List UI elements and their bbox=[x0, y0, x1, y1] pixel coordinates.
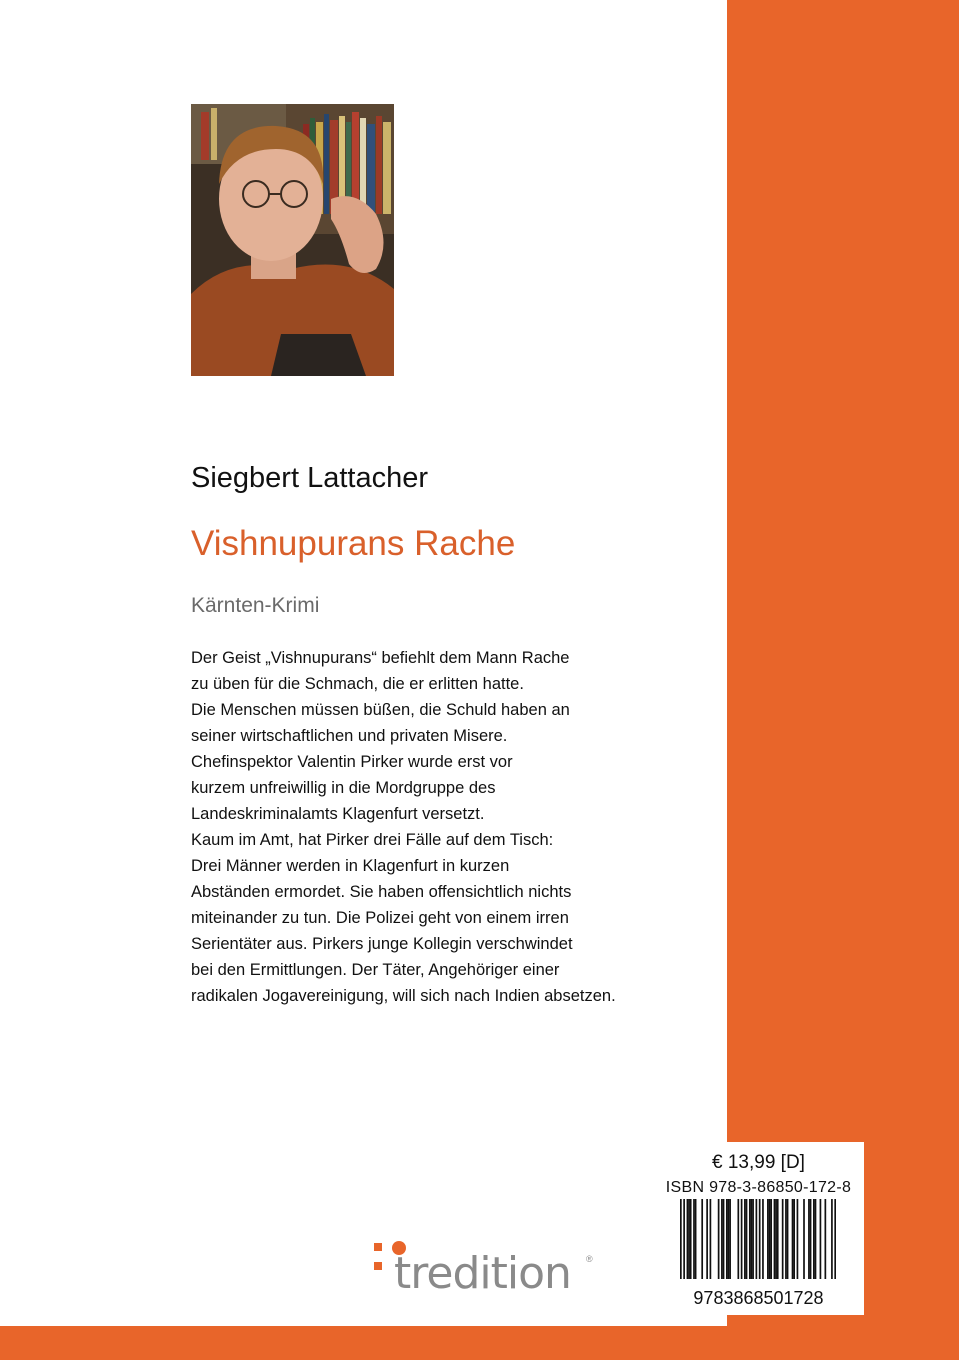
blurb-line: Chefinspektor Valentin Pirker wurde erst vor bbox=[191, 753, 513, 771]
barcode-bar bbox=[710, 1199, 712, 1279]
barcode-bar bbox=[693, 1199, 695, 1279]
barcode-bar bbox=[751, 1199, 753, 1279]
barcode-bar bbox=[746, 1199, 748, 1279]
barcode-bar bbox=[729, 1199, 731, 1279]
barcode-bar bbox=[749, 1199, 751, 1279]
barcode-bar bbox=[775, 1199, 777, 1279]
barcode-bar bbox=[782, 1199, 784, 1279]
barcode-bar bbox=[741, 1199, 743, 1279]
barcode-bar bbox=[810, 1199, 812, 1279]
blurb-text bbox=[191, 645, 661, 1009]
barcode-bar bbox=[690, 1199, 692, 1279]
blurb-line: seiner wirtschaftlichen und privaten Misere. bbox=[191, 727, 508, 745]
barcode-bar bbox=[787, 1199, 789, 1279]
barcode-label bbox=[653, 1142, 864, 1315]
barcode-bar bbox=[687, 1199, 689, 1279]
book-subtitle: Kärnten-Krimi bbox=[191, 594, 320, 617]
blurb-line: radikalen Jogavereinigung, will sich nach Indien absetzen. bbox=[191, 987, 616, 1005]
barcode-bar bbox=[683, 1199, 685, 1279]
barcode-bar bbox=[756, 1199, 758, 1279]
price: € 13,99 [D] bbox=[712, 1152, 805, 1173]
blurb-line: Abständen ermordet. Sie haben offensichtlich nichts bbox=[191, 883, 572, 901]
barcode-bar bbox=[706, 1199, 708, 1279]
barcode-bar bbox=[688, 1199, 690, 1279]
barcode-bar bbox=[759, 1199, 761, 1279]
barcode-bar bbox=[770, 1199, 772, 1279]
ean-number: 9783868501728 bbox=[693, 1288, 824, 1308]
blurb-line: Drei Männer werden in Klagenfurt in kurzen bbox=[191, 857, 510, 875]
barcode-bar bbox=[792, 1199, 794, 1279]
barcode-bar bbox=[767, 1199, 769, 1279]
blurb-line: bei den Ermittlungen. Der Täter, Angehöriger einer bbox=[191, 961, 560, 979]
blurb-line: kurzem unfreiwillig in die Mordgruppe des bbox=[191, 779, 496, 797]
author-name: Siegbert Lattacher bbox=[191, 462, 428, 494]
barcode-bar bbox=[808, 1199, 810, 1279]
author-portrait-icon bbox=[191, 104, 394, 376]
barcode-bar bbox=[744, 1199, 746, 1279]
barcode-bar bbox=[820, 1199, 822, 1279]
barcode-bar bbox=[718, 1199, 720, 1279]
blurb-line: Serientäter aus. Pirkers junge Kollegin verschwindet bbox=[191, 935, 573, 953]
barcode-bar bbox=[777, 1199, 779, 1279]
author-photo bbox=[191, 104, 394, 376]
blurb-line: zu üben für die Schmach, die er erlitten hatte. bbox=[191, 675, 524, 693]
barcode-bar bbox=[834, 1199, 836, 1279]
barcode-bar bbox=[825, 1199, 827, 1279]
orange-bottom-stripe bbox=[0, 1326, 959, 1360]
registered-mark: ® bbox=[586, 1254, 593, 1264]
barcode-bar bbox=[721, 1199, 723, 1279]
barcode-bar bbox=[737, 1199, 739, 1279]
blurb-line: Der Geist „Vishnupurans“ befiehlt dem Mann Rache bbox=[191, 649, 570, 667]
blurb-line: Kaum im Amt, hat Pirker drei Fälle auf dem Tisch: bbox=[191, 831, 554, 849]
barcode-bar bbox=[813, 1199, 815, 1279]
barcode-bar bbox=[785, 1199, 787, 1279]
barcode-bar bbox=[803, 1199, 805, 1279]
barcode-bar bbox=[769, 1199, 771, 1279]
barcode-bar bbox=[774, 1199, 776, 1279]
barcode-bar bbox=[797, 1199, 799, 1279]
blurb-line: Landeskriminalamts Klagenfurt versetzt. bbox=[191, 805, 485, 823]
barcode-bar bbox=[793, 1199, 795, 1279]
barcode-bar bbox=[815, 1199, 817, 1279]
blurb-line: Die Menschen müssen büßen, die Schuld haben an bbox=[191, 701, 570, 719]
barcode-bar bbox=[728, 1199, 730, 1279]
ean13-barcode-icon bbox=[680, 1199, 836, 1279]
barcode-bar bbox=[723, 1199, 725, 1279]
barcode-bar bbox=[726, 1199, 728, 1279]
barcode-bar bbox=[831, 1199, 833, 1279]
barcode-bar bbox=[695, 1199, 697, 1279]
barcode-bar bbox=[762, 1199, 764, 1279]
publisher-logo bbox=[372, 1240, 602, 1300]
publisher-name: tredition bbox=[394, 1248, 571, 1299]
book-title: Vishnupurans Rache bbox=[191, 524, 516, 563]
isbn: ISBN 978-3-86850-172-8 bbox=[665, 1179, 852, 1196]
barcode-bar bbox=[701, 1199, 703, 1279]
barcode-bar bbox=[680, 1199, 682, 1279]
blurb-line: miteinander zu tun. Die Polizei geht von einem irren bbox=[191, 909, 569, 927]
barcode-bar bbox=[752, 1199, 754, 1279]
